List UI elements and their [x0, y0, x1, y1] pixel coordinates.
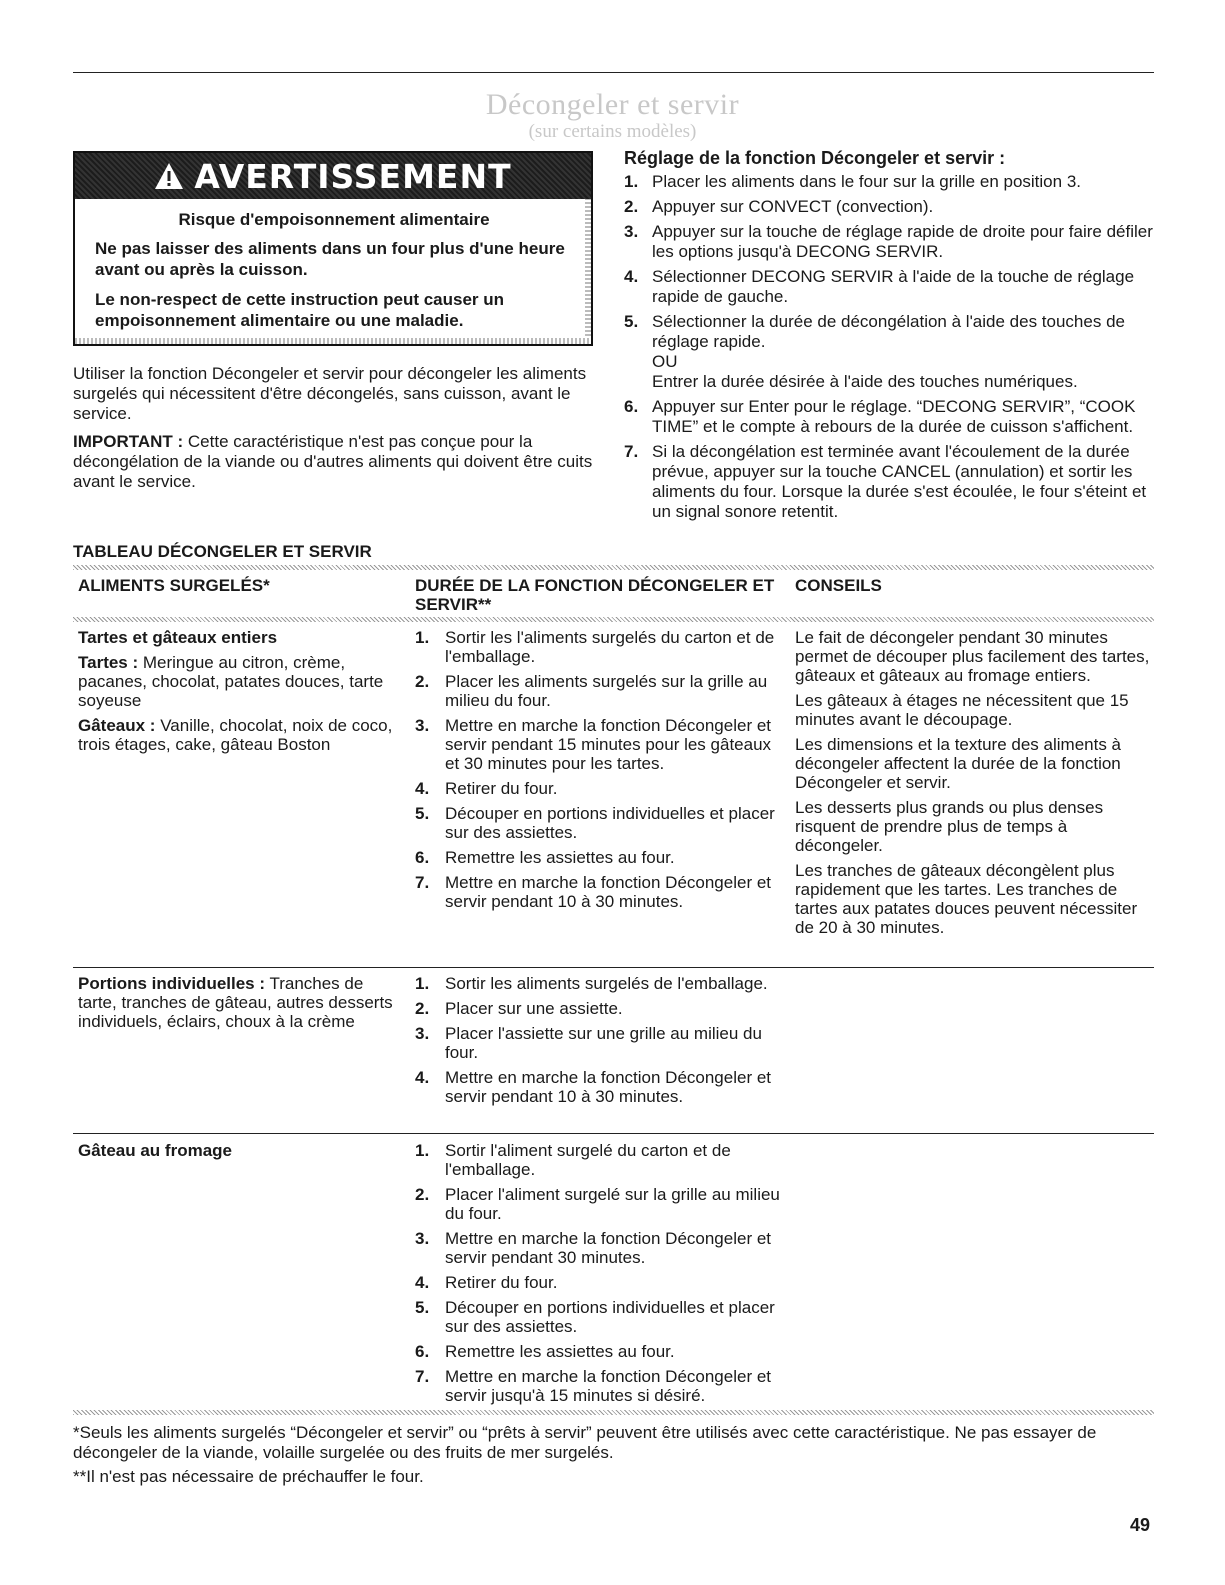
step-number: 3.	[624, 222, 639, 241]
warning-triangle-icon	[154, 162, 184, 190]
footnote-1: *Seuls les aliments surgelés “Décongeler et servir” ou “prêts à servir” peuvent être utilisés avec cette caractéristique. Ne pas essayer de décongeler de la viande, volaille surgelée ou des fruits de mer surgelés.	[73, 1423, 1097, 1462]
step-alt-text: Entrer la durée désirée à l'aide des touches numériques.	[652, 372, 1078, 391]
row2-description	[78, 974, 393, 1031]
step-text: Mettre en marche la fonction Décongeler et servir pendant 10 à 30 minutes.	[445, 1068, 772, 1106]
step-number: 5.	[624, 312, 639, 331]
warning-body	[95, 209, 573, 340]
warning-shadow-right	[585, 199, 591, 344]
step-text: Découper en portions individuelles et placer sur des assiettes.	[445, 1298, 775, 1336]
step-text: Appuyer sur la touche de réglage rapide de droite pour faire défiler les options jusqu'à DECONG SERVIR.	[652, 222, 1153, 261]
step-text: Sélectionner DECONG SERVIR à l'aide de la touche de réglage rapide de gauche.	[652, 267, 1135, 306]
table-step	[415, 1024, 780, 1062]
table-step	[415, 848, 780, 867]
warning-risk: Risque d'empoisonnement alimentaire	[178, 210, 490, 229]
step-text: Sélectionner la durée de décongélation à l'aide des touches de réglage rapide.	[652, 312, 1125, 351]
row1-food-cell	[78, 628, 398, 760]
step-text: Si la décongélation est terminée avant l'écoulement de la durée prévue, appuyer sur la touche CANCEL (annulation) et sortir les aliments du four. Lorsque la durée s'est écoulée, le four s'éteint et un signal sonore retentit.	[652, 442, 1147, 521]
table-step	[415, 999, 780, 1018]
setup-step	[624, 172, 1154, 192]
setup-step	[624, 222, 1154, 262]
row-divider	[73, 967, 1154, 968]
header-bottom-hatch	[73, 617, 1154, 622]
step-text: Découper en portions individuelles et placer sur des assiettes.	[445, 804, 775, 842]
row1-pies	[78, 653, 398, 710]
page-title: Décongeler et servir	[485, 88, 740, 121]
step-text-group	[652, 312, 1154, 392]
step-text: Mettre en marche la fonction Décongeler et servir pendant 30 minutes.	[445, 1229, 772, 1267]
warning-line-2: Le non-respect de cette instruction peut causer un empoisonnement alimentaire ou une maladie.	[95, 290, 505, 330]
intro-paragraph: Utiliser la fonction Décongeler et servir pour décongeler les aliments surgelés qui nécessitent d'être décongelés, sans cuisson, avant le service.	[73, 364, 587, 423]
warning-header	[75, 153, 591, 199]
table-title: TABLEAU DÉCONGELER ET SERVIR	[73, 542, 372, 561]
warning-box	[73, 151, 593, 346]
step-text: Sortir les l'aliments surgelés du carton et de l'emballage.	[445, 628, 775, 666]
row-divider	[73, 1133, 1154, 1134]
step-number: 2.	[415, 672, 430, 691]
row2-text: Tranches de tarte, tranches de gâteau, autres desserts individuels, éclairs, choux à la crème	[78, 974, 393, 1031]
header-tips: CONSEILS	[795, 576, 882, 595]
cakes-text: Vanille, chocolat, noix de coco, trois étages, cake, gâteau Boston	[78, 716, 393, 754]
tip: Les tranches de gâteaux décongèlent plus rapidement que les tartes. Les tranches de tartes aux patates douces peuvent nécessiter de 20 à 30 minutes.	[795, 861, 1138, 937]
table-step	[415, 1141, 780, 1179]
cakes-label: Gâteaux :	[78, 716, 156, 735]
step-or: OU	[652, 352, 678, 371]
step-text: Appuyer sur Enter pour le réglage. “DECONG SERVIR”, “COOK TIME” et le compte à rebours de la durée de cuisson s'affichent.	[652, 397, 1136, 436]
step-number: 3.	[415, 1229, 430, 1248]
step-number: 6.	[415, 1342, 430, 1361]
tip: Les desserts plus grands ou plus denses risquent de prendre plus de temps à décongeler.	[795, 798, 1104, 855]
step-number: 4.	[415, 1273, 430, 1292]
step-number: 1.	[415, 974, 430, 993]
tip: Le fait de décongeler pendant 30 minutes permet de découper plus facilement des tartes, gâteaux et gâteaux au fromage entiers.	[795, 628, 1150, 685]
pies-label: Tartes :	[78, 653, 139, 672]
step-number: 3.	[415, 1024, 430, 1043]
step-number: 6.	[624, 397, 639, 416]
step-text: Placer l'assiette sur une grille au milieu du four.	[445, 1024, 762, 1062]
step-text: Sortir les aliments surgelés de l'emballage.	[445, 974, 768, 993]
row2-label: Portions individuelles :	[78, 974, 266, 993]
step-number: 3.	[415, 716, 430, 735]
step-text: Mettre en marche la fonction Décongeler et servir pendant 10 à 30 minutes.	[445, 873, 772, 911]
table-step	[415, 804, 780, 842]
step-text: Placer les aliments dans le four sur la grille en position 3.	[652, 172, 1081, 191]
table-bottom-hatch	[73, 1410, 1154, 1415]
step-number: 1.	[415, 628, 430, 647]
step-number: 6.	[415, 848, 430, 867]
table-step	[415, 672, 780, 710]
row3-food-cell	[78, 1141, 393, 1166]
step-number: 4.	[624, 267, 639, 286]
important-text: Cette caractéristique n'est pas conçue pour la décongélation de la viande ou d'autres aliments qui doivent être cuits avant le service.	[73, 432, 593, 491]
step-number: 5.	[415, 804, 430, 823]
warning-shadow-bottom	[75, 338, 591, 344]
row1-heading: Tartes et gâteaux entiers	[78, 628, 278, 647]
row1-steps-cell	[415, 628, 780, 917]
step-number: 2.	[415, 999, 430, 1018]
table-step	[415, 1298, 780, 1336]
tip: Les gâteaux à étages ne nécessitent que 15 minutes avant le découpage.	[795, 691, 1129, 729]
step-text: Remettre les assiettes au four.	[445, 848, 675, 867]
table-step	[415, 779, 780, 798]
table-step	[415, 873, 780, 911]
tip: Les dimensions et la texture des aliments à décongeler affectent la durée de la fonction Décongeler et servir.	[795, 735, 1122, 792]
table-step	[415, 1342, 780, 1361]
step-text: Appuyer sur CONVECT (convection).	[652, 197, 934, 216]
pies-text: Meringue au citron, crème, pacanes, chocolat, patates douces, tarte soyeuse	[78, 653, 384, 710]
page-subtitle: (sur certains modèles)	[528, 121, 697, 142]
table-step	[415, 1185, 780, 1223]
row3-steps-cell	[415, 1141, 780, 1411]
step-text: Placer l'aliment surgelé sur la grille au milieu du four.	[445, 1185, 780, 1223]
table-step	[415, 1229, 780, 1267]
step-number: 1.	[415, 1141, 430, 1160]
page-number: 49	[1129, 1515, 1150, 1535]
header-frozen-foods: ALIMENTS SURGELÉS*	[78, 576, 270, 595]
step-text: Retirer du four.	[445, 779, 558, 798]
table-step	[415, 716, 780, 773]
row2-steps-cell	[415, 974, 780, 1112]
warning-header-text: AVERTISSEMENT	[194, 156, 512, 196]
row1-tips-cell	[795, 628, 1150, 943]
table-step	[415, 1068, 780, 1106]
warning-line-1: Ne pas laisser des aliments dans un four plus d'une heure avant ou après la cuisson.	[95, 239, 565, 279]
step-number: 4.	[415, 779, 430, 798]
setup-title: Réglage de la fonction Décongeler et servir :	[624, 148, 1006, 168]
step-text: Remettre les assiettes au four.	[445, 1342, 675, 1361]
table-step	[415, 974, 780, 993]
row3-heading: Gâteau au fromage	[78, 1141, 232, 1160]
step-text: Mettre en marche la fonction Décongeler et servir pendant 15 minutes pour les gâteaux et 30 minutes pour les tartes.	[445, 716, 772, 773]
header-duration: DURÉE DE LA FONCTION DÉCONGELER ET SERVIR**	[415, 576, 775, 614]
setup-step	[624, 397, 1154, 437]
row2-food-cell	[78, 974, 393, 1037]
top-rule	[73, 72, 1154, 73]
important-label: IMPORTANT :	[73, 432, 184, 451]
step-text: Sortir l'aliment surgelé du carton et de l'emballage.	[445, 1141, 731, 1179]
step-number: 7.	[624, 442, 639, 461]
setup-step	[624, 442, 1154, 522]
step-number: 5.	[415, 1298, 430, 1317]
step-number: 1.	[624, 172, 639, 191]
step-number: 7.	[415, 873, 430, 892]
setup-steps	[624, 172, 1154, 527]
setup-step	[624, 267, 1154, 307]
step-text: Placer les aliments surgelés sur la grille au milieu du four.	[445, 672, 768, 710]
row1-cakes	[78, 716, 398, 754]
footnote-2: **Il n'est pas nécessaire de préchauffer le four.	[73, 1467, 424, 1486]
step-number: 7.	[415, 1367, 430, 1386]
step-number: 2.	[415, 1185, 430, 1204]
important-paragraph	[73, 432, 603, 492]
setup-step	[624, 312, 1154, 392]
table-step	[415, 628, 780, 666]
intro-section	[73, 364, 603, 500]
step-text: Mettre en marche la fonction Décongeler et servir jusqu'à 15 minutes si désiré.	[445, 1367, 772, 1405]
table-top-hatch	[73, 565, 1154, 570]
step-text: Retirer du four.	[445, 1273, 558, 1292]
setup-step	[624, 197, 1154, 217]
table-step	[415, 1367, 780, 1405]
step-text: Placer sur une assiette.	[445, 999, 623, 1018]
table-step	[415, 1273, 780, 1292]
step-number: 2.	[624, 197, 639, 216]
step-number: 4.	[415, 1068, 430, 1087]
